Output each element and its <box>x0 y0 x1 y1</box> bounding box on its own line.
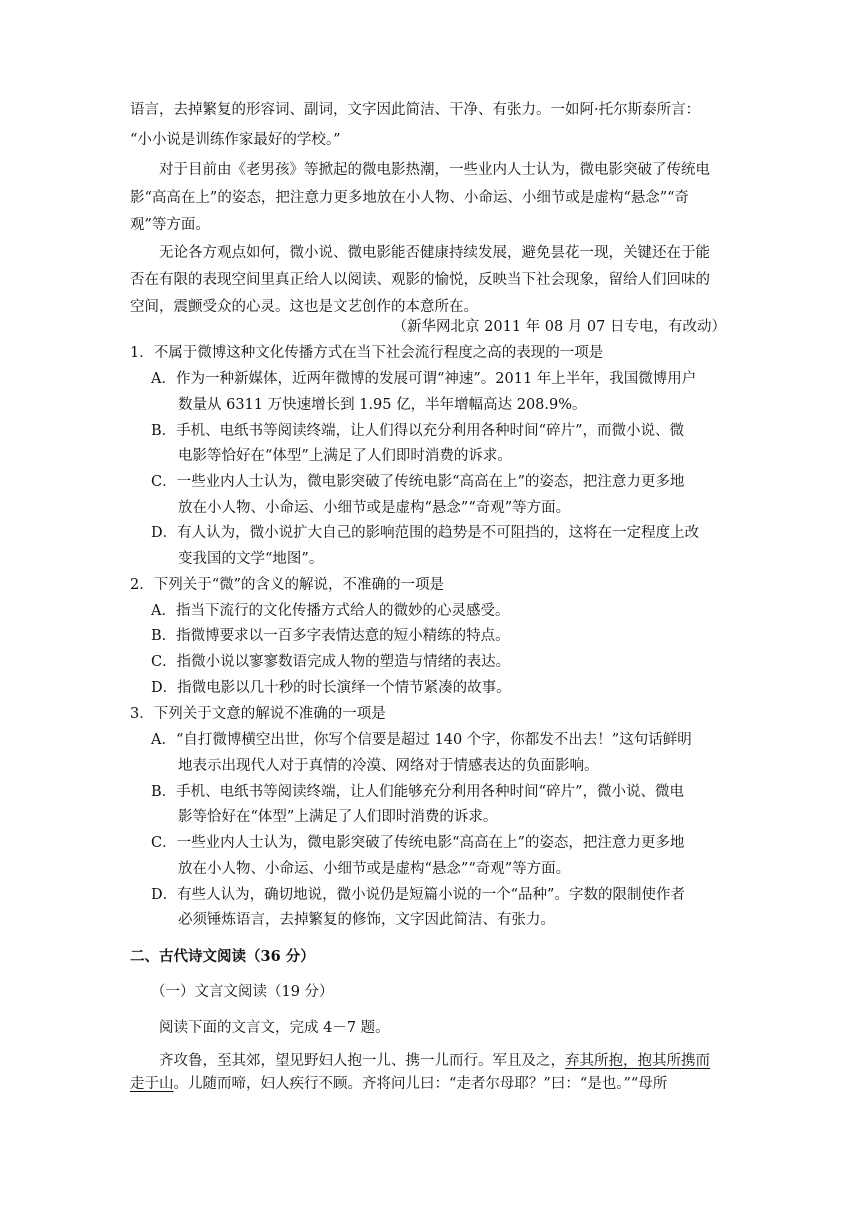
q3-option-a: A．“自打微博横空出世，你写个信要是超过 140 个字，你都发不出去！”这句话鲜明 <box>151 732 692 748</box>
classical-text-line <box>130 1075 667 1093</box>
section-heading: 二、古代诗文阅读（36 分） <box>130 948 315 965</box>
q3-option-d: D．有些人认为，确切地说，微小说仍是短篇小说的一个“品种”。字数的限制使作者 <box>151 887 685 903</box>
q3-option-c-cont: 放在小人物、小命运、小细节或是虚构“悬念”“奇观”等方面。 <box>178 861 571 877</box>
q2-option-b: B．指微博要求以一百多字表情达意的短小精练的特点。 <box>151 628 510 644</box>
q1-option-c-cont: 放在小人物、小命运、小细节或是虚构“悬念”“奇观”等方面。 <box>178 500 571 516</box>
passage-line: 影“高高在上”的姿态，把注意力更多地放在小人物、小命运、小细节或是虚构“悬念”“奇 <box>130 190 690 206</box>
passage-line: 否在有限的表现空间里真正给人以阅读、观影的愉悦，反映当下社会现象，留给人们回味的 <box>130 272 710 288</box>
q1-option-b-cont: 电影等恰好在“体型”上满足了人们即时消费的诉求。 <box>178 448 512 464</box>
q2-option-a: A．指当下流行的文化传播方式给人的微妙的心灵感受。 <box>151 603 510 619</box>
q3-option-b-cont: 影等恰好在“体型”上满足了人们即时消费的诉求。 <box>178 809 498 825</box>
q1-option-b: B．手机、电纸书等阅读终端，让人们得以充分利用各种时间“碎片”，而微小说、微 <box>151 423 684 439</box>
underlined-sentence: 弃其所抱，抱其所携而 <box>565 1053 710 1069</box>
q2-option-d: D．指微电影以几十秒的时长演绎一个情节紧凑的故事。 <box>151 680 511 696</box>
q1-option-a: A．作为一种新媒体，近两年微博的发展可谓“神速”。2011 年上半年，我国微博用户 <box>151 371 697 387</box>
question-stem-2: 2．下列关于“微”的含义的解说，不准确的一项是 <box>130 577 445 593</box>
passage-line: 语言，去掉繁复的形容词、副词，文字因此简洁、干净、有张力。一如阿·托尔斯泰所言： <box>130 102 701 118</box>
passage-source: （新华网北京 2011 年 08 月 07 日专电，有改动） <box>392 319 726 335</box>
passage-line: 观”等方面。 <box>130 217 210 233</box>
q3-option-c: C．一些业内人士认为，微电影突破了传统电影“高高在上”的姿态，把注意力更多地 <box>151 835 685 851</box>
underlined-sentence-cont: 走于山 <box>130 1076 174 1092</box>
question-stem-1: 1．不属于微博这种文化传播方式在当下社会流行程度之高的表现的一项是 <box>130 345 604 361</box>
passage-line: 空间，震颤受众的心灵。这也是文艺创作的本意所在。 <box>130 299 478 315</box>
passage-line: “小小说是训练作家最好的学校。” <box>130 132 341 148</box>
q3-option-d-cont: 必须锤炼语言，去掉繁复的修饰，文字因此简洁、有张力。 <box>178 912 555 928</box>
subsection-heading: （一）文言文阅读（19 分） <box>151 984 334 1000</box>
q1-option-d-cont: 变我国的文学“地图”。 <box>178 551 324 567</box>
classical-text-segment: 。儿随而啼，妇人疾行不顾。齐将问儿曰：“走者尔母耶？”曰：“是也。”“母所 <box>173 1076 668 1092</box>
q3-option-b: B．手机、电纸书等阅读终端，让人们能够充分利用各种时间“碎片”，微小说、微电 <box>151 784 684 800</box>
q1-option-d: D．有人认为，微小说扩大自己的影响范围的趋势是不可阻挡的，这将在一定程度上改 <box>151 525 700 541</box>
classical-text-segment: 齐攻鲁，至其郊，望见野妇人抱一儿、携一儿而行。军且及之， <box>159 1053 565 1069</box>
question-stem-3: 3．下列关于文意的解说不准确的一项是 <box>130 706 386 722</box>
q1-option-c: C．一些业内人士认为，微电影突破了传统电影“高高在上”的姿态，把注意力更多地 <box>151 474 685 490</box>
q1-option-a-cont: 数量从 6311 万快速增长到 1.95 亿，半年增幅高达 208.9%。 <box>178 397 587 413</box>
q3-option-a-cont: 地表示出现代人对于真情的冷漠、网络对于情感表达的负面影响。 <box>178 758 599 774</box>
q2-option-c: C．指微小说以寥寥数语完成人物的塑造与情绪的表达。 <box>151 654 511 670</box>
passage-line: 对于目前由《老男孩》等掀起的微电影热潮，一些业内人士认为，微电影突破了传统电 <box>159 162 710 178</box>
reading-instruction: 阅读下面的文言文，完成 4－7 题。 <box>159 1020 390 1036</box>
passage-line: 无论各方观点如何，微小说、微电影能否健康持续发展，避免昙花一现，关键还在于能 <box>159 245 710 261</box>
classical-text-line <box>159 1052 710 1070</box>
